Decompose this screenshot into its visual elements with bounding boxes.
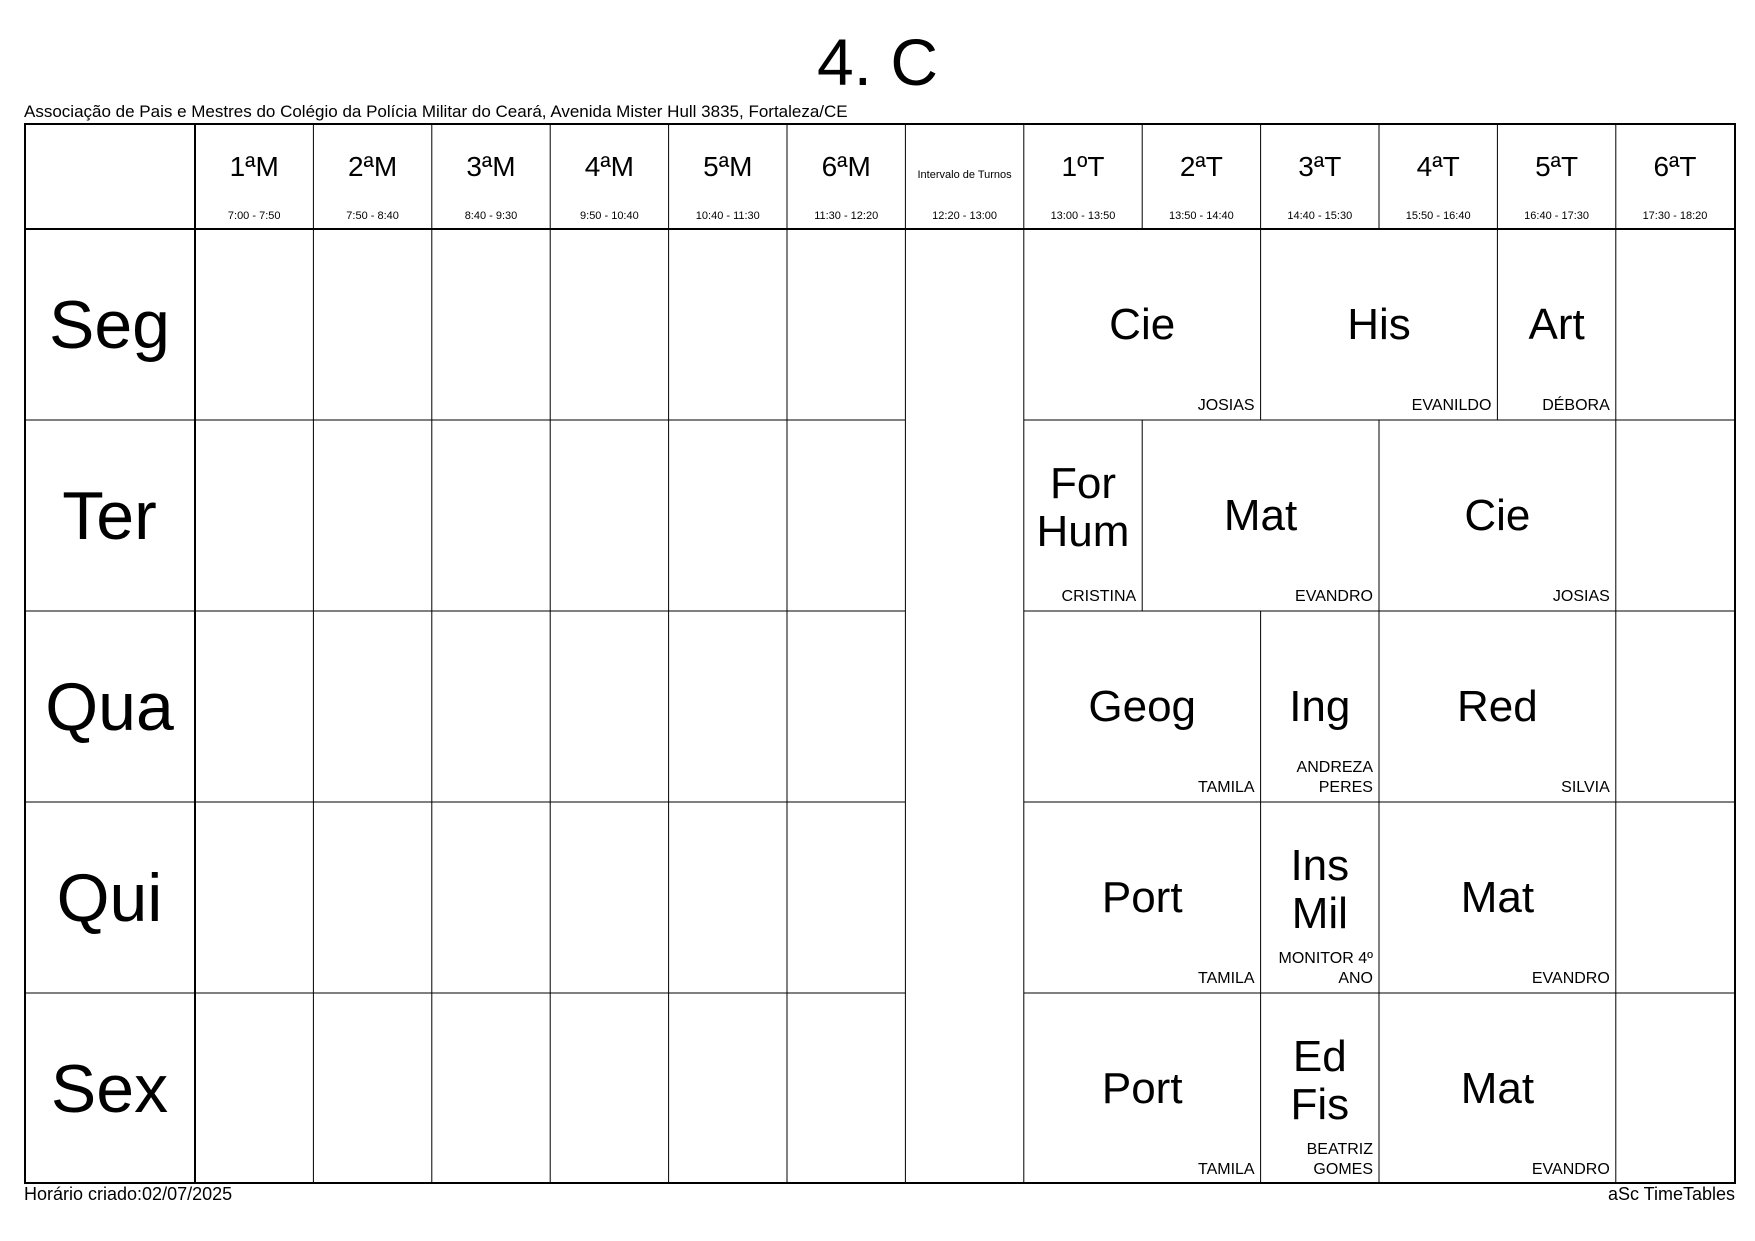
period-time: 7:00 - 7:50 — [227, 210, 281, 222]
created-date: Horário criado:02/07/2025 — [24, 1184, 233, 1204]
period-time: 12:20 - 13:00 — [932, 210, 997, 222]
lesson-teacher: BEATRIZ GOMES — [1306, 1141, 1373, 1178]
period-name: 3ªM — [466, 151, 516, 182]
lesson-subject: Ed Fis — [1290, 1031, 1350, 1129]
lesson-teacher: CRISTINA — [1061, 588, 1137, 605]
software-credit: aSc TimeTables — [1607, 1184, 1735, 1204]
lesson-teacher: JOSIAS — [1552, 588, 1610, 605]
period-time: 17:30 - 18:20 — [1642, 210, 1708, 222]
period-time: 11:30 - 12:20 — [814, 210, 879, 222]
lesson-teacher: TAMILA — [1197, 1161, 1255, 1178]
period-time: 7:50 - 8:40 — [346, 210, 399, 222]
lesson-subject: Port — [1101, 1063, 1183, 1113]
lesson-subject: Ing — [1289, 681, 1351, 731]
period-name: 4ªT — [1416, 151, 1460, 182]
period-name: 2ªT — [1179, 151, 1223, 182]
lesson-teacher: DÉBORA — [1542, 397, 1610, 414]
lesson-subject: Mat — [1460, 872, 1535, 922]
period-name: 1ºT — [1061, 151, 1105, 182]
lesson-subject: Mat — [1460, 1063, 1535, 1113]
day-label: Seg — [49, 286, 170, 363]
lesson-subject: Red — [1457, 681, 1538, 731]
lesson-teacher: EVANDRO — [1531, 970, 1610, 987]
day-label: Ter — [62, 477, 157, 554]
lesson-teacher: EVANDRO — [1531, 1161, 1610, 1178]
period-time: 13:50 - 14:40 — [1168, 210, 1234, 222]
timetable-border — [24, 123, 1736, 1184]
period-time: 13:00 - 13:50 — [1050, 210, 1116, 222]
period-name: 5ªT — [1535, 151, 1579, 182]
period-name: Intervalo de Turnos — [917, 169, 1012, 181]
lesson-subject: Cie — [1464, 490, 1531, 540]
period-name: 6ªT — [1653, 151, 1697, 182]
lesson-teacher: MONITOR 4º ANO — [1278, 950, 1373, 987]
lesson-teacher: TAMILA — [1197, 779, 1255, 796]
lesson-subject: Art — [1528, 299, 1585, 349]
period-time: 15:50 - 16:40 — [1405, 210, 1471, 222]
lesson-subject: For Hum — [1036, 458, 1130, 556]
lesson-subject: Port — [1101, 872, 1183, 922]
day-label: Sex — [50, 1050, 169, 1127]
organization-line: Associação de Pais e Mestres do Colégio da Polícia Militar do Ceará, Avenida Mister Hull 3835, Fortaleza/CE — [24, 102, 848, 121]
lesson-teacher: EVANILDO — [1411, 397, 1492, 414]
period-name: 1ªM — [229, 151, 279, 182]
lesson-subject: His — [1347, 299, 1411, 349]
lesson-subject: Cie — [1109, 299, 1176, 349]
period-time: 8:40 - 9:30 — [464, 210, 518, 222]
lesson-teacher: ANDREZA PERES — [1296, 759, 1373, 796]
period-time: 9:50 - 10:40 — [580, 210, 639, 222]
period-time: 16:40 - 17:30 — [1524, 210, 1589, 222]
lesson-teacher: TAMILA — [1197, 970, 1255, 987]
lesson-subject: Geog — [1088, 681, 1197, 731]
day-label: Qui — [56, 859, 163, 936]
lesson-teacher: JOSIAS — [1197, 397, 1255, 414]
period-name: 4ªM — [584, 151, 635, 182]
lesson-teacher: EVANDRO — [1295, 588, 1373, 605]
period-name: 2ªM — [347, 151, 398, 182]
period-time: 10:40 - 11:30 — [695, 210, 760, 222]
lesson-subject: Ins Mil — [1290, 840, 1350, 938]
day-label: Qua — [45, 668, 174, 745]
period-name: 5ªM — [703, 151, 753, 182]
lesson-teacher: SILVIA — [1561, 779, 1610, 796]
period-time: 14:40 - 15:30 — [1287, 210, 1353, 222]
lesson-subject: Mat — [1223, 490, 1298, 540]
period-name: 3ªT — [1298, 151, 1342, 182]
period-name: 6ªM — [821, 151, 871, 182]
page-title: 4. C — [816, 25, 939, 99]
